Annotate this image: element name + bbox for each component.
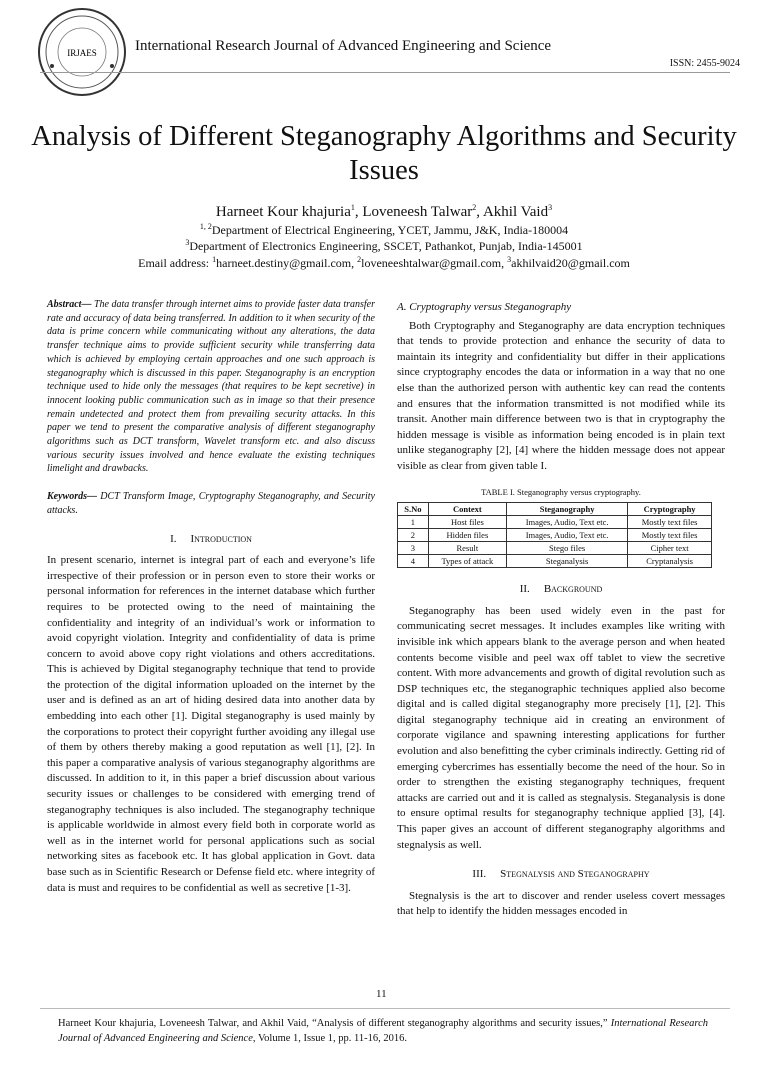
table-row: 3 Result Stego files Cipher text (398, 542, 712, 555)
table-row: 2 Hidden files Images, Audio, Text etc. Mostly text files (398, 529, 712, 542)
right-column (397, 300, 725, 920)
section-2-heading: II. Background (519, 583, 603, 596)
affiliation-1: $^{1, 2}$Department of Electrical Engineering, YCET, Jammu, J&K, India-180004 (199, 222, 569, 237)
author-3: Akhil Vaid (482, 204, 549, 220)
table-caption: TABLE I. Steganography versus cryptography. (481, 486, 641, 497)
table-row: 4 Types of attack Steganalysis Cryptanalysis (398, 555, 712, 568)
page-number: 11 (376, 988, 387, 1000)
table-row: 1 Host files Images, Audio, Text etc. Mostly text files (398, 516, 712, 529)
issn: ISSN: 2455-9024 (669, 58, 740, 69)
header-divider (40, 72, 730, 73)
left-column (47, 298, 375, 896)
keywords: Keywords— DCT Transform Image, Cryptography Steganography, and Security attacks. (47, 491, 375, 516)
paper-title: Analysis of Different Steganography Algorithms and Security Issues (31, 121, 737, 186)
section-1-heading: I. Introduction (170, 532, 252, 545)
subsection-a-body: Both Cryptography and Steganography are data encryption techniques that tends to provide protection and enhance the security of data to maintain its integrity and confidentiality but differ in their applications since cryptography encodes the data or information in a way that no one else than the authorized person with authentic key can read the contents and ensures that the information transmitted is not modified while its transit. Another main difference between two is that in cryptography the hidden message is visible as information being encoded is in plain text unlike steganography [2], [4] where the hidden message does not appear visible as clear from given table I. (397, 319, 725, 472)
footer-divider (40, 1008, 730, 1009)
journal-seal-logo (36, 6, 128, 98)
author-list: Harneet Kour khajuria$^1$, Loveneesh Talwar$^2$, Akhil Vaid$^3$ (215, 203, 553, 220)
email-addresses: Email address: $^1$harneet.destiny@gmail.com, $^2$loveneeshtalwar@gmail.com, $^3$akhilvaid20@gmail.com (138, 255, 630, 270)
subsection-a-heading: A. Cryptography versus Steganography (397, 301, 572, 313)
affiliation-2: $^3$Department of Electronics Engineering, SSCET, Pathankot, Punjab, India-145001 (185, 238, 583, 253)
section-2-body: Steganography has been used widely even in the past for communicating secret messages. It includes examples like writing with invisible ink which appears blank to the average person and when heated contents become visible and peel wax off tablet to view the secretive content. With more advancements and growth of digital revolution such as DSP techniques etc, the steganographic techniques applied also become digital and is called digital steganography more precisely [1], [2]. This digital steganography technique aid in creating an environment of corporate vigilance and spawning interesting applications for further evolution and also benefitting the cyber criminals indirectly. Getting rid of emerging cybercrimes has essentially become the need of the hour. So in order to strengthen the existing steganography techniques, frequent attacks are carried out and it is called as stegnalysis. Steganalysis is done to ensure optimal results for steganography technique applied [3], [4]. This paper gives an account of different steganography algorithms and stegnalysis as well. (397, 604, 725, 851)
author-2: Loveneesh Talwar (362, 204, 473, 220)
journal-name: International Research Journal of Advanced Engineering and Science (135, 38, 552, 54)
comparison-table (397, 502, 712, 568)
abstract: Abstract— The data transfer through internet aims to provide faster data transfer rate and accuracy of data being transferred. In addition to it when security of the data is prime concern while communicating without any alterations, the data transfer technique aims to provide sufficient security while transferring data which is achieved by employing certain approaches and one such approach is steganography which is discussed in this paper. Steganography is an encryption technique used to hide only the messages (that requires to be kept secretive) in innocent looking public communication such as in image so that their presence remain undetected and protect them from prevailing security attacks. In this paper we tend to present the comparative analysis of different steganography algorithms such as DCT transform, Wavelet transform etc. and also discuss various security issues involved and hence evaluate the existing techniques limelight and drawbacks. (47, 299, 375, 475)
citation-footer: Harneet Kour khajuria, Loveneesh Talwar, and Akhil Vaid, “Analysis of different steganography algorithms and security issues,” International Research Journal of Advanced Engineering and Science, Volume 1, Issue 1, pp. 11-16, 2016. (58, 1018, 708, 1044)
table-header-row: S.No Context Steganography Cryptography (398, 503, 712, 516)
section-1-body: In present scenario, internet is integral part of each and everyone’s life irrespective of their profession or in person even to store their works or personal information for references in the internet database which further requires to be protected owing to the need of maintaining the confidentiality and integrity of an individual’s work or information to avoid copyright violation. Integrity and confidentiality of data is prime concern to avoid above copy right violations and others accreditations. This is achieved by Digital steganography technique that tend to provide the protection of the digital information uploaded on the internet by the user and is defined as an art of hiding desired data into another data by embedding into each other [1]. Digital steganography is used mainly by the corporations to protect their copyright further avoiding any illegal use of them by others thereby making a good reputation as well [1], [2]. In this paper a comparative analysis of various steganography algorithms are discussed. In addition to it, in this paper a brief discussion about various security issues or challenges to be considered with emerging trend of steganography techniques is also included. The steganography technique is applicable worldwide in almost every field both in corporate world as well as in the internet world for personal applications such as social networking sites as facebook etc. It has global application in Govt. data base such as in Scientific Research or Defense field etc. where integrity of data is must and requires to be confidential as well as secretive [1-3]. (47, 554, 375, 894)
section-3-heading: III. Stegnalysis and Steganography (472, 868, 650, 881)
author-1: Harneet Kour khajuria (215, 204, 351, 220)
logo-text: IRJAES (67, 48, 97, 58)
section-3-body: Stegnalysis is the art to discover and render useless covert messages that help to identify the hidden messages encoded in (397, 889, 725, 918)
